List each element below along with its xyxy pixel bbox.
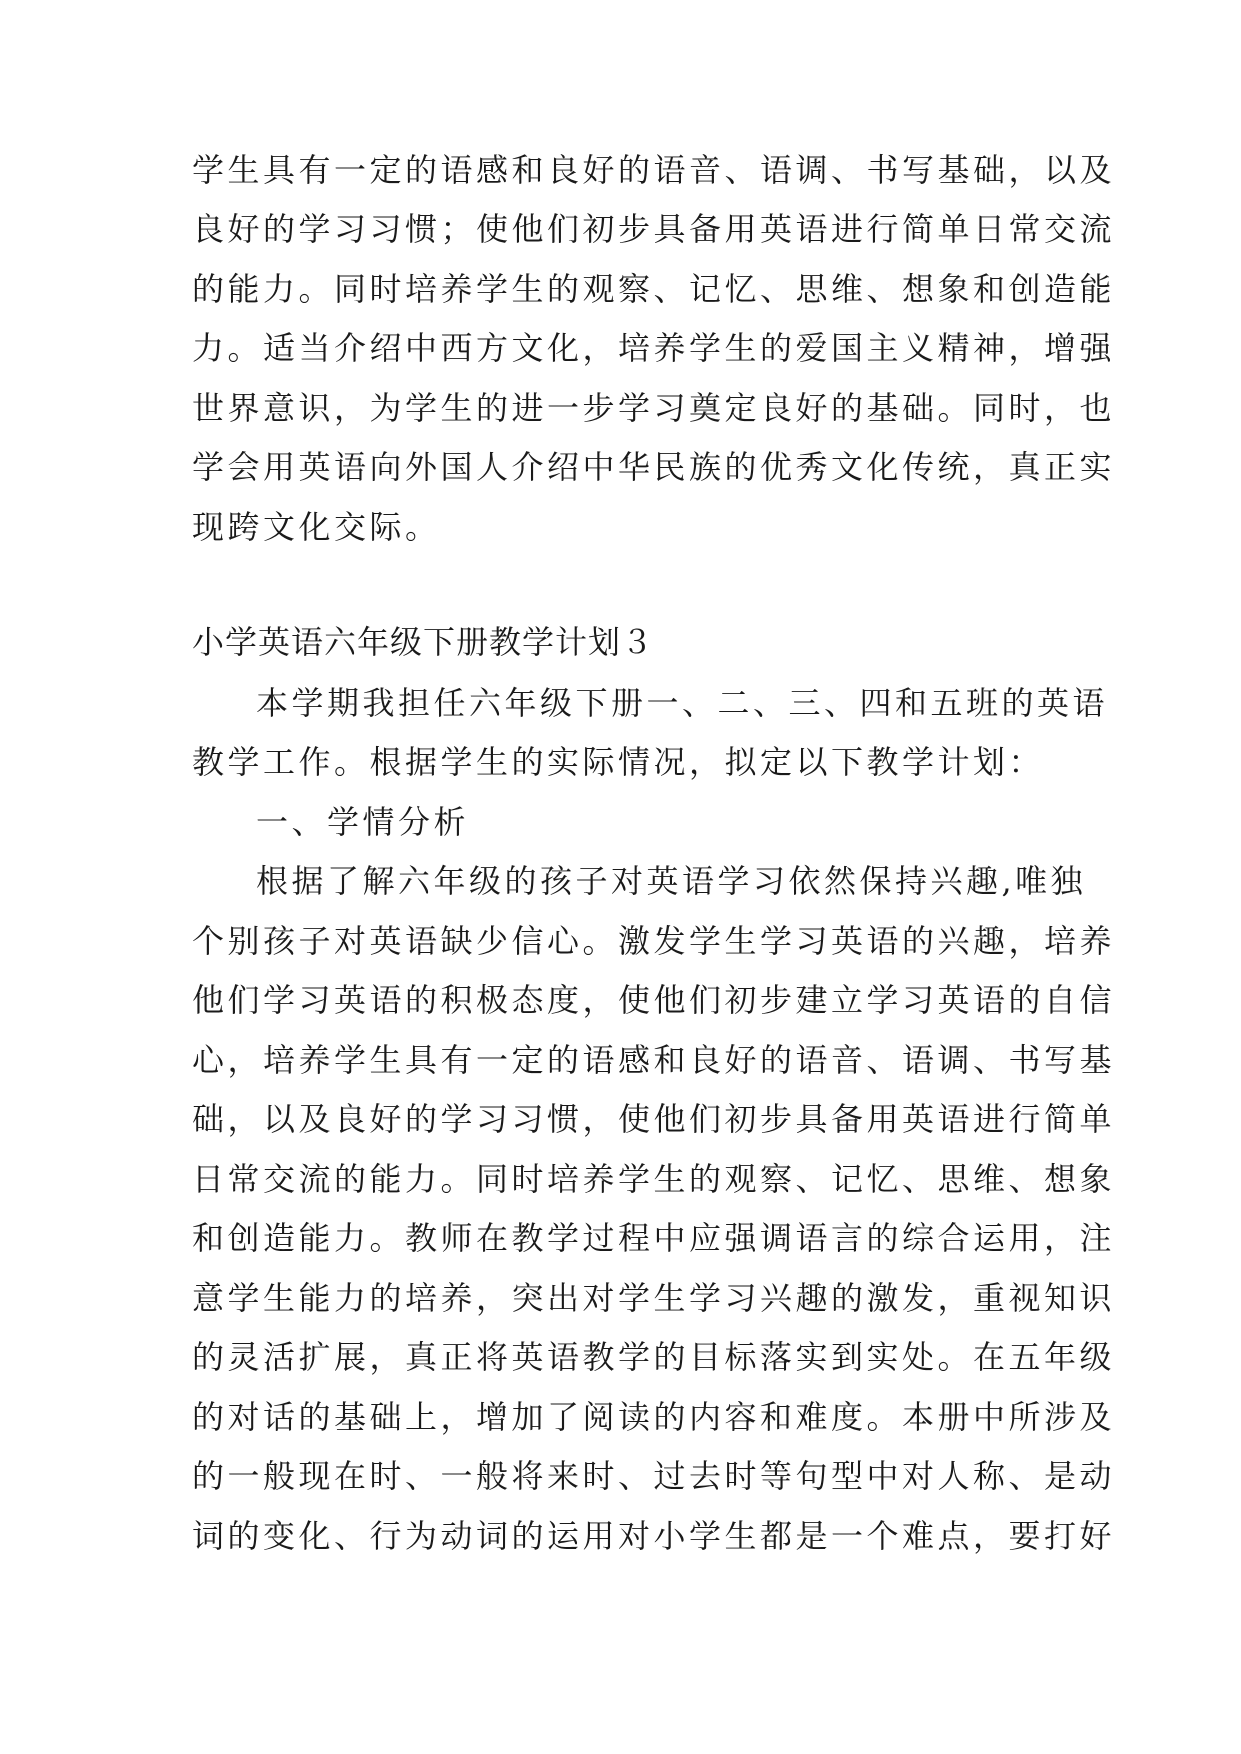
paragraph-3-line: 他们学习英语的积极态度，使他们初步建立学习英语的自信 xyxy=(192,981,1116,1019)
paragraph-3-line: 心，培养学生具有一定的语感和良好的语音、语调、书写基 xyxy=(192,1041,1116,1079)
paragraph-1-line: 世界意识，为学生的进一步学习奠定良好的基础。同时，也 xyxy=(192,389,1116,427)
paragraph-2-line: 本学期我担任六年级下册一、二、三、四和五班的英语 xyxy=(256,684,1109,722)
subheading: 一、学情分析 xyxy=(256,803,470,841)
paragraph-3-line: 根据了解六年级的孩子对英语学习依然保持兴趣,唯独 xyxy=(256,862,1087,900)
paragraph-1-line: 学生具有一定的语感和良好的语音、语调、书写基础，以及 xyxy=(192,151,1116,189)
section-title: 小学英语六年级下册教学计划３ xyxy=(192,623,655,661)
paragraph-3-line: 的对话的基础上，增加了阅读的内容和难度。本册中所涉及 xyxy=(192,1398,1116,1436)
paragraph-3-line: 的一般现在时、一般将来时、过去时等句型中对人称、是动 xyxy=(192,1457,1116,1495)
paragraph-3-line: 意学生能力的培养，突出对学生学习兴趣的激发，重视知识 xyxy=(192,1279,1116,1317)
paragraph-3-line: 和创造能力。教师在教学过程中应强调语言的综合运用，注 xyxy=(192,1219,1116,1257)
paragraph-1-line: 力。适当介绍中西方文化，培养学生的爱国主义精神，增强 xyxy=(192,329,1116,367)
paragraph-3-line: 词的变化、行为动词的运用对小学生都是一个难点，要打好 xyxy=(192,1517,1116,1555)
paragraph-3-line: 的灵活扩展，真正将英语教学的目标落实到实处。在五年级 xyxy=(192,1338,1116,1376)
paragraph-1-line: 现跨文化交际。 xyxy=(192,508,441,546)
paragraph-3-line: 个别孩子对英语缺少信心。激发学生学习英语的兴趣，培养 xyxy=(192,922,1116,960)
paragraph-1-line: 学会用英语向外国人介绍中华民族的优秀文化传统，真正实 xyxy=(192,448,1116,486)
paragraph-3-line: 日常交流的能力。同时培养学生的观察、记忆、思维、想象 xyxy=(192,1160,1116,1198)
paragraph-2-line: 教学工作。根据学生的实际情况，拟定以下教学计划： xyxy=(192,743,1045,781)
paragraph-1-line: 良好的学习习惯；使他们初步具备用英语进行简单日常交流 xyxy=(192,210,1116,248)
paragraph-1-line: 的能力。同时培养学生的观察、记忆、思维、想象和创造能 xyxy=(192,270,1116,308)
paragraph-3-line: 础，以及良好的学习习惯，使他们初步具备用英语进行简单 xyxy=(192,1100,1116,1138)
